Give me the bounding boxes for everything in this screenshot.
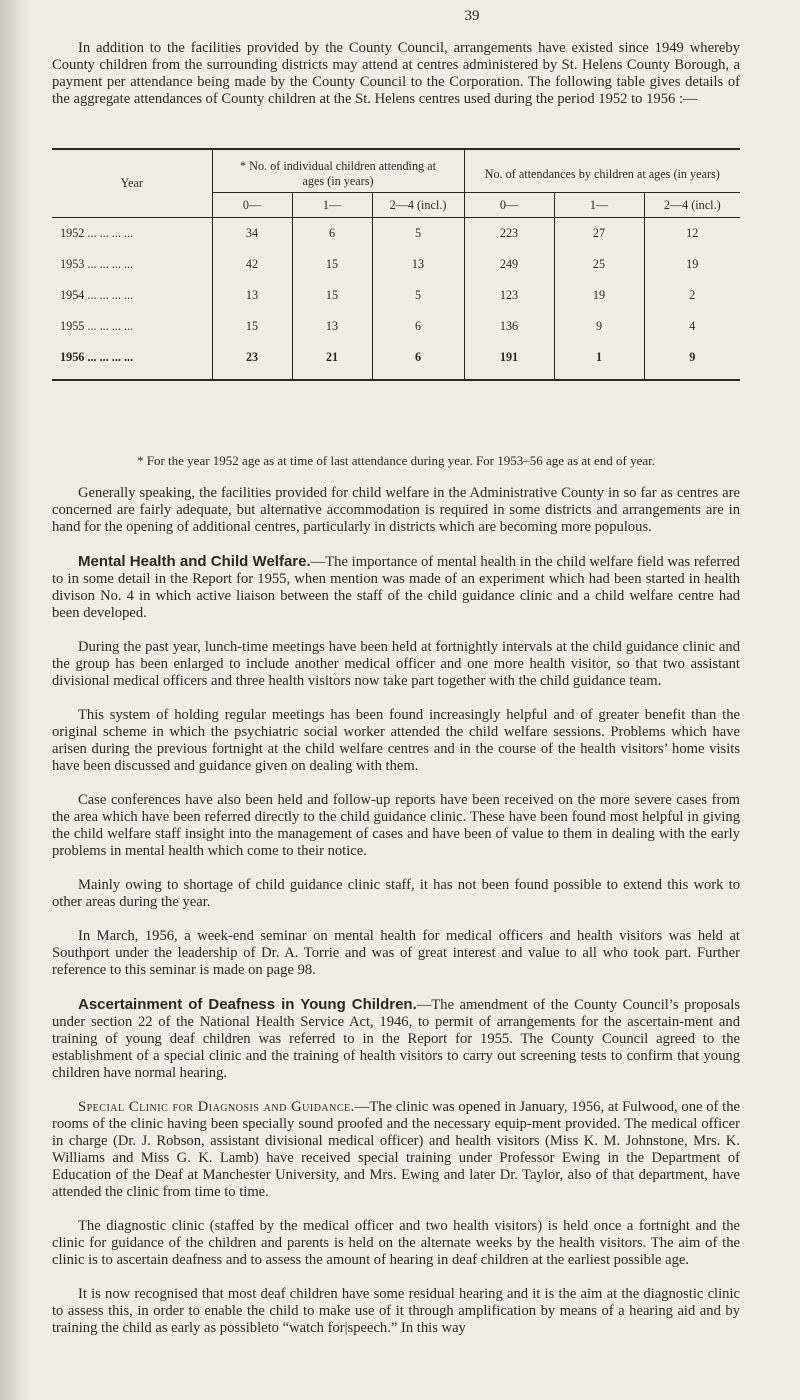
table-cell: 9: [644, 342, 740, 373]
year-cell: 1956 ... ... ... ...: [60, 350, 134, 364]
table-cell: 42: [212, 249, 292, 280]
page-edge-shadow: [0, 0, 30, 1400]
attendance-table: [52, 148, 740, 381]
table-footnote: * For the year 1952 age as at time of last attendance during year. For 1953–56 age as at end of year.: [136, 453, 656, 468]
table-cell: 23: [212, 342, 292, 373]
age-header-1: 1—: [554, 193, 644, 218]
paragraph: This system of holding regular meetings has been found increasingly helpful and of greater benefit than the original scheme in which the psychiatric social worker attended the child welfare sessions. Problems which have arisen during the previous fortnight at the child welfare centres and in the course of the health visitors’ home visits have been discussed and guidance given on dealing with them.: [52, 707, 740, 774]
table-cell: 6: [372, 311, 464, 342]
table-cell: 1: [554, 342, 644, 373]
table-cell: 34: [212, 218, 292, 250]
table-cell: 9: [554, 311, 644, 342]
table-cell: 15: [292, 280, 372, 311]
age-header-0: 0—: [464, 193, 554, 218]
table-cell: 21: [292, 342, 372, 373]
paragraph-text: —The amendment of the County Council’s proposals under section 22 of the National Health Service Act, 1946, to permit of arrangements for the ascertain-ment and training of young deaf children was referred to in the Report for 1955. The County Council agreed to the establishment of a special clinic and the training of health visitors to carry out screening tests to confirm that young children have normal hearing.: [52, 997, 740, 1081]
year-cell: 1954 ... ... ... ...: [60, 288, 134, 302]
paragraph: Mainly owing to shortage of child guidance clinic staff, it has not been found possible to extend this work to other areas during the year.: [52, 877, 740, 910]
table-cell: 6: [372, 342, 464, 373]
table-cell: 249: [464, 249, 554, 280]
paragraph: Generally speaking, the facilities provided for child welfare in the Administrative County in so far as centres are concerned are fairly adequate, but alternative accommodation is required in some districts and arrangements are in hand for the opening of additional centres, particularly in districts which are becoming more populous.: [52, 485, 740, 535]
age-header-1: 1—: [292, 193, 372, 218]
table-cell: 6: [292, 218, 372, 250]
paragraph-text: —The importance of mental health in the child welfare field was referred to in some detail in the Report for 1955, when mention was made of an experiment which had been started in health divison No. 4 in which active liaison between the staff of the child guidance clinic and a child welfare centre had been developed.: [52, 554, 740, 621]
paragraph: Case conferences have also been held and follow-up reports have been received on the more severe cases from the area which have been referred directly to the child guidance clinic. These have been found most helpful in giving the child welfare staff insight into the management of cases and have been of value to them in dealing with the early problems in mental health which come to their notice.: [52, 792, 740, 859]
table-cell: 191: [464, 342, 554, 373]
paragraph-mental-health: [52, 553, 740, 622]
table-cell: 19: [554, 280, 644, 311]
year-cell: 1955 ... ... ... ...: [60, 319, 134, 333]
section-heading: Special Clinic for Diagnosis and Guidance.: [78, 1099, 355, 1115]
table-cell: 13: [372, 249, 464, 280]
table-cell: 27: [554, 218, 644, 250]
paragraph-special-clinic: [52, 1099, 740, 1201]
age-header-0: 0—: [212, 193, 292, 218]
section-heading: Ascertainment of Deafness in Young Children.: [78, 996, 417, 1013]
table-row: [52, 311, 740, 342]
year-cell: 1952 ... ... ... ...: [60, 226, 134, 240]
table-cell: 13: [212, 280, 292, 311]
table-cell: 15: [292, 249, 372, 280]
table-row: [52, 342, 740, 373]
table-cell: 4: [644, 311, 740, 342]
table-cell: 15: [212, 311, 292, 342]
table-row: [52, 218, 740, 250]
paragraph-deafness: [52, 996, 740, 1082]
table-cell: 223: [464, 218, 554, 250]
intro-paragraph: In addition to the facilities provided by the County Council, arrangements have existed since 1949 whereby County children from the surrounding districts may attend at centres administered by St. Helens County Borough, a payment per attendance being made by the County Council to the Corporation. The following table gives details of the aggregate attendances of County children at the St. Helens centres used during the period 1952 to 1956 :—: [52, 40, 740, 107]
table-cell: 12: [644, 218, 740, 250]
table-cell: 123: [464, 280, 554, 311]
table-cell: 2: [644, 280, 740, 311]
individual-children-header: * No. of individual children attending at ages (in years): [212, 150, 464, 193]
age-header-2: 2—4 (incl.): [372, 193, 464, 218]
paragraph: During the past year, lunch-time meetings have been held at fortnightly intervals at the child guidance clinic and the group has been enlarged to include another medical officer and one more health visitor, so that two assistant divisional medical officers and three health visitors now take part together with the child guidance team.: [52, 639, 740, 689]
year-header: Year: [52, 150, 212, 218]
body-text: [52, 485, 740, 1337]
table-cell: 136: [464, 311, 554, 342]
table-cell: 13: [292, 311, 372, 342]
paragraph: In March, 1956, a week-end seminar on mental health for medical officers and health visitors was held at Southport under the leadership of Dr. A. Torrie and was of great interest and value to all who took part. Further reference to this seminar is made on page 98.: [52, 928, 740, 978]
age-header-2: 2—4 (incl.): [644, 193, 740, 218]
table-cell: 25: [554, 249, 644, 280]
attendances-header: No. of attendances by children at ages (in years): [464, 150, 740, 193]
table-row: [52, 280, 740, 311]
table-cell: 19: [644, 249, 740, 280]
table-cell: 5: [372, 280, 464, 311]
table-cell: 5: [372, 218, 464, 250]
paragraph-text: —The clinic was opened in January, 1956, at Fulwood, one of the rooms of the clinic having been specially sound proofed and the necessary equip-ment provided. The medical officer in charge (Dr. J. Robson, assistant divisional medical officer) and health visitors (Miss K. M. Johnstone, Mrs. K. Williams and Miss G. K. Lamb) have received special training under Professor Ewing in the Department of Education of the Deaf at Manchester University, and Mrs. Ewing and later Dr. Taylor, also of that department, have attended the clinic from time to time.: [52, 1099, 740, 1200]
table-row: [52, 249, 740, 280]
paragraph: The diagnostic clinic (staffed by the medical officer and two health visitors) is held once a fortnight and the clinic for guidance of the children and parents is held on the alternate weeks by the health visitors. The aim of the clinic is to ascertain deafness and to assess the amount of hearing in deaf children at the earliest possible age.: [52, 1218, 740, 1268]
year-cell: 1953 ... ... ... ...: [60, 257, 134, 271]
paragraph: It is now recognised that most deaf children have some residual hearing and it is the aim at the diagnostic clinic to assess this, in order to enable the child to make use of it through amplification by means of a hearing aid and by training the child as early as possibleto “watch for|speech.” In this way: [52, 1286, 740, 1336]
page-number: 39: [464, 8, 480, 24]
section-heading: Mental Health and Child Welfare.: [78, 553, 311, 570]
